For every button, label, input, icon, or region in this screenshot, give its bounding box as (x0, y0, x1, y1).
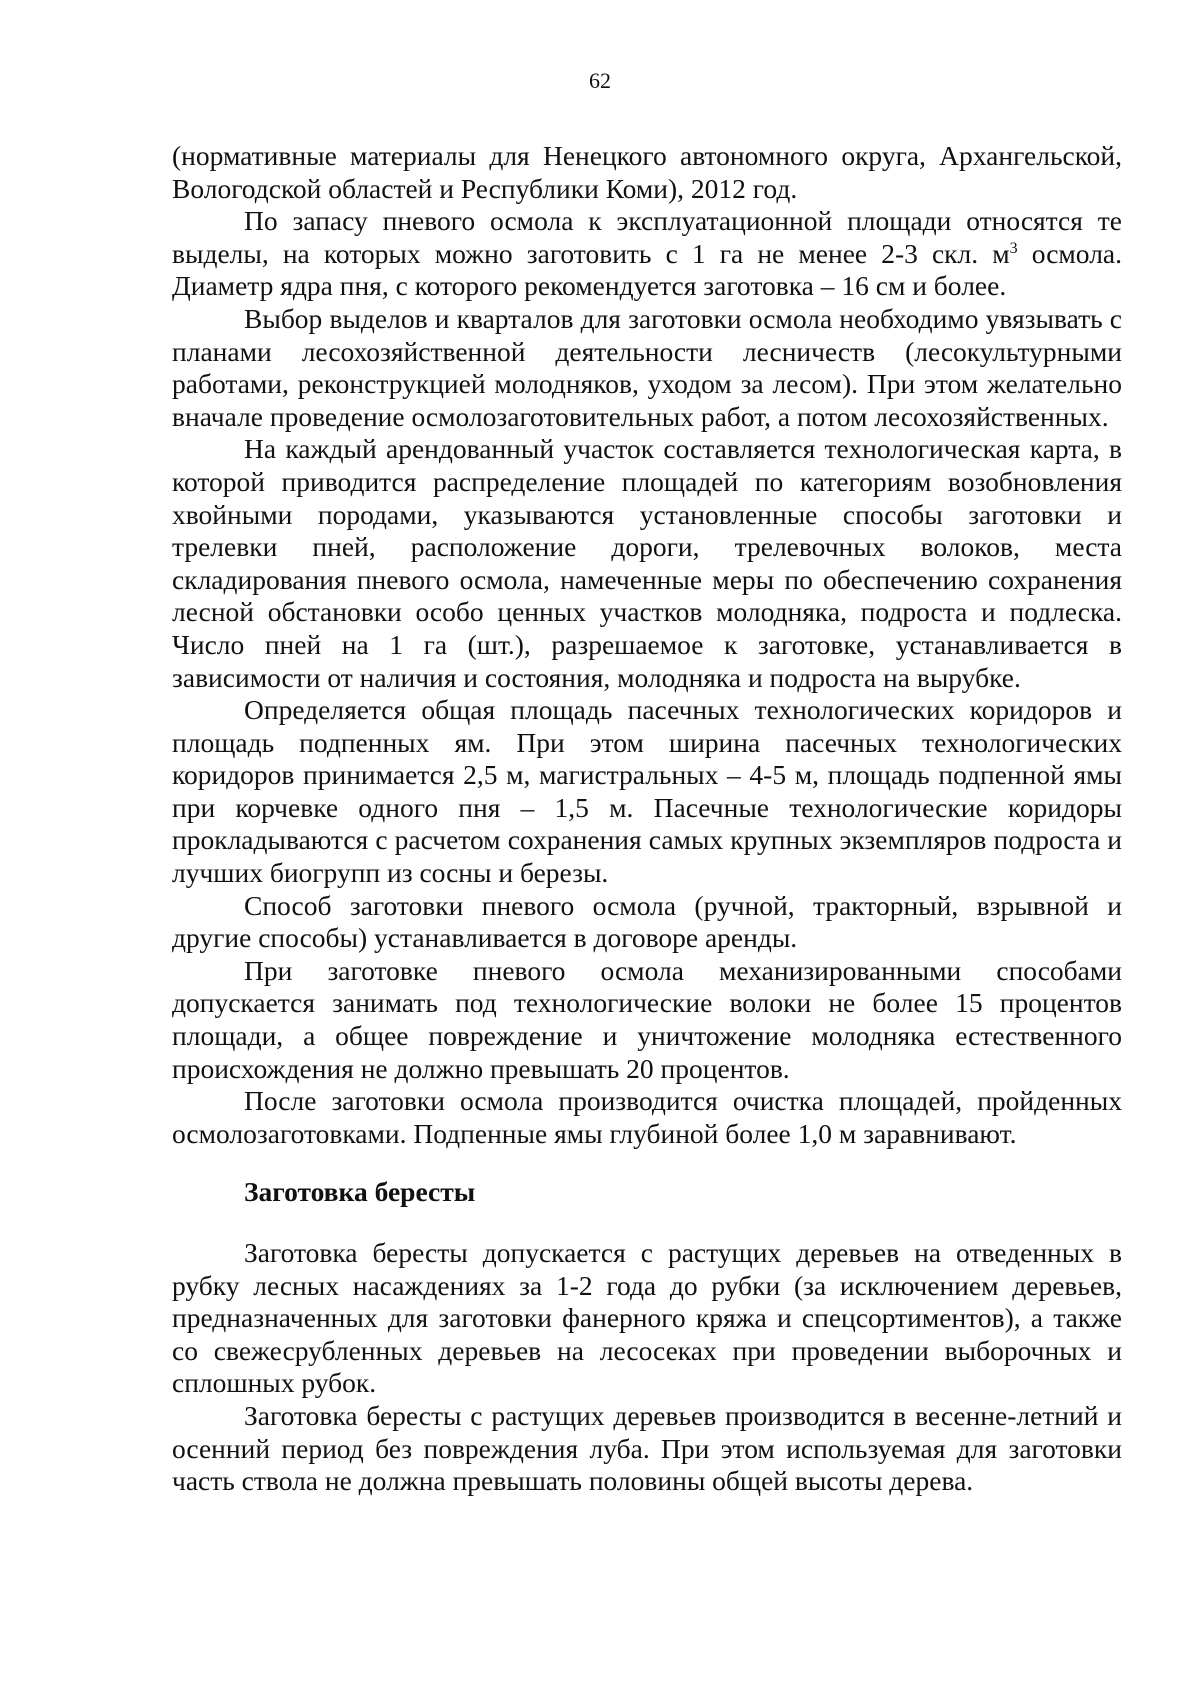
paragraph-technological-map: На каждый арендованный участок составляется технологическая карта, в которой приводится распределение площадей по категориям возобновления хвойными породами, указываются установленные способы заготовки и трелевки пней, расположение дороги, трелевочных волоков, места складирования пневого осмола, намеченные меры по обеспечению сохранения лесной обстановки особо ценных участков молодняка, подроста и подлеска. Число пней на 1 га (шт.), разрешаемое к заготовке, устанавливается в зависимости от наличия и состояния, молодняка и подроста на вырубке. (172, 433, 1122, 693)
document-body (172, 140, 1122, 1498)
section-heading: Заготовка бересты (244, 1176, 476, 1208)
paragraph-text: По запасу пневого осмола к эксплуатационной площади относятся те выделы, на которых можно заготовить с 1 га не менее 2-3 скл. м (172, 205, 1122, 269)
paragraph-birch-bark-season: Заготовка бересты с растущих деревьев производится в весенне-летний и осенний период без повреждения луба. При этом используемая для заготовки часть ствола не должна превышать половины общей высоты дерева. (172, 1399, 1122, 1497)
paragraph-continuation: (нормативные материалы для Ненецкого автономного округа, Архангельской, Вологодской областей и Республики Коми), 2012 год. (172, 140, 1122, 204)
paragraph-corridors: Определяется общая площадь пасечных технологических коридоров и площадь подпенных ям. При этом ширина пасечных технологических коридоров принимается 2,5 м, магистральных – 4-5 м, площадь подпенной ямы при корчевке одного пня – 1,5 м. Пасечные технологические коридоры прокладываются с расчетом сохранения самых крупных экземпляров подроста и лучших биогрупп из сосны и березы. (172, 694, 1122, 889)
paragraph-birch-bark-harvest: Заготовка бересты допускается с растущих деревьев на отведенных в рубку лесных насаждениях за 1-2 года до рубки (за исключением деревьев, предназначенных для заготовки фанерного кряжа и спецсортиментов), а также со свежесрубленных деревьев на лесосеках при проведении выборочных и сплошных рубок. (172, 1237, 1122, 1399)
paragraph-stump-resin-stock (172, 205, 1122, 303)
paragraph-mechanized-harvest: При заготовке пневого осмола механизированными способами допускается занимать под технологические волоки не более 15 процентов площади, а общее повреждение и уничтожение молодняка естественного происхождения не должно превышать 20 процентов. (172, 954, 1122, 1084)
paragraph-cleanup: После заготовки осмола производится очистка площадей, пройденных осмолозаготовками. Подпенные ямы глубиной более 1,0 м заравнивают. (172, 1085, 1122, 1149)
paragraph-plot-selection: Выбор выделов и кварталов для заготовки осмола необходимо увязывать с планами лесохозяйственной деятельности лесничеств (лесокультурными работами, реконструкцией молодняков, уходом за лесом). При этом желательно вначале проведение осмолозаготовительных работ, а потом лесохозяйственных. (172, 302, 1122, 432)
paragraph-text: осмола. Диаметр ядра пня, с которого рекомендуется заготовка – 16 см и более. (172, 237, 1122, 302)
superscript-exponent: 3 (1009, 239, 1018, 257)
paragraph-harvest-method: Способ заготовки пневого осмола (ручной, тракторный, взрывной и другие способы) устанавливается в договоре аренды. (172, 889, 1122, 954)
page-number: 62 (589, 68, 611, 93)
